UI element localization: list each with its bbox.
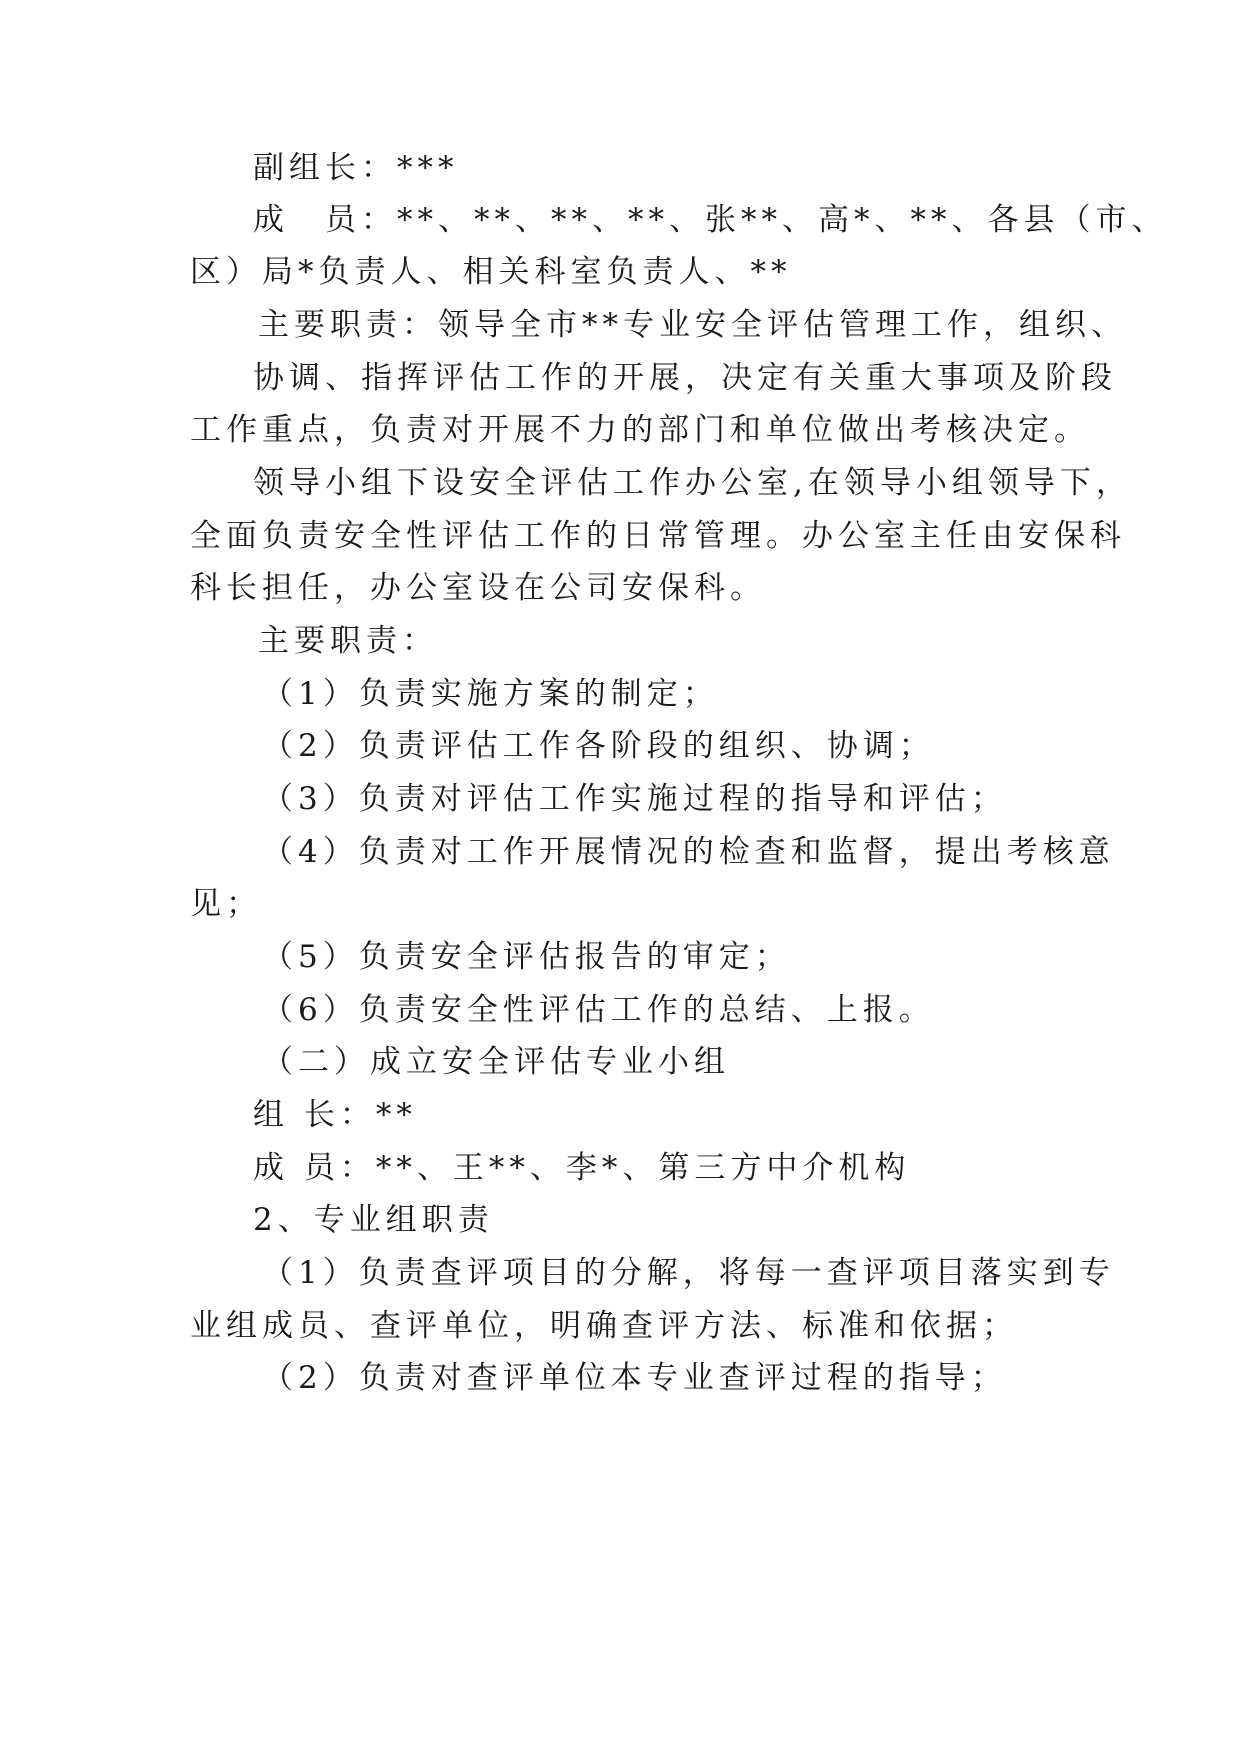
list-item-4: （4）负责对工作开展情况的检查和监督，提出考核意 (262, 834, 1115, 870)
text-line-office-1: 领导小组下设安全评估工作办公室,在领导小组领导下， (253, 465, 1132, 501)
list-item-5: （5）负责安全评估报告的审定； (262, 939, 791, 975)
group-duty-item-2: （2）负责对查评单位本专业查评过程的指导； (262, 1360, 1007, 1396)
text-line-main-duties-heading: 主要职责： (258, 623, 438, 659)
list-item-1: （1）负责实施方案的制定； (262, 676, 719, 712)
text-line-group-leader: 组 长：** (253, 1097, 417, 1133)
list-item-2: （2）负责评估工作各阶段的组织、协调； (262, 728, 935, 764)
group-duty-item-1: （1）负责查评项目的分解，将每一查评项目落实到专 (262, 1255, 1115, 1291)
text-line-deputy-leader: 副组长：*** (253, 150, 459, 186)
text-line-duties-3: 工作重点，负责对开展不力的部门和单位做出考核决定。 (190, 412, 1090, 448)
subheading-group-duties: 2、专业组职责 (253, 1202, 494, 1238)
group-duty-item-1-cont: 业组成员、查评单位，明确查评方法、标准和依据； (190, 1308, 1018, 1344)
text-line-office-2: 全面负责安全性评估工作的日常管理。办公室主任由安保科 (190, 518, 1126, 554)
list-item-4-cont: 见； (190, 886, 262, 922)
section-heading-expert-group: （二）成立安全评估专业小组 (262, 1044, 730, 1080)
text-line-duties-1: 主要职责：领导全市**专业安全评估管理工作，组织、 (258, 307, 1127, 343)
list-item-3: （3）负责对评估工作实施过程的指导和评估； (262, 781, 1007, 817)
text-line-members-cont: 区）局*负责人、相关科室负责人、** (190, 254, 792, 290)
text-line-duties-2: 协调、指挥评估工作的开展，决定有关重大事项及阶段 (253, 360, 1117, 396)
text-line-group-members: 成 员：**、王**、李*、第三方中介机构 (253, 1150, 911, 1186)
list-item-6: （6）负责安全性评估工作的总结、上报。 (262, 992, 935, 1028)
text-line-office-3: 科长担任，办公室设在公司安保科。 (190, 570, 766, 606)
text-line-members: 成 员：**、**、**、**、张**、高*、**、各县（市、 (253, 202, 1168, 238)
